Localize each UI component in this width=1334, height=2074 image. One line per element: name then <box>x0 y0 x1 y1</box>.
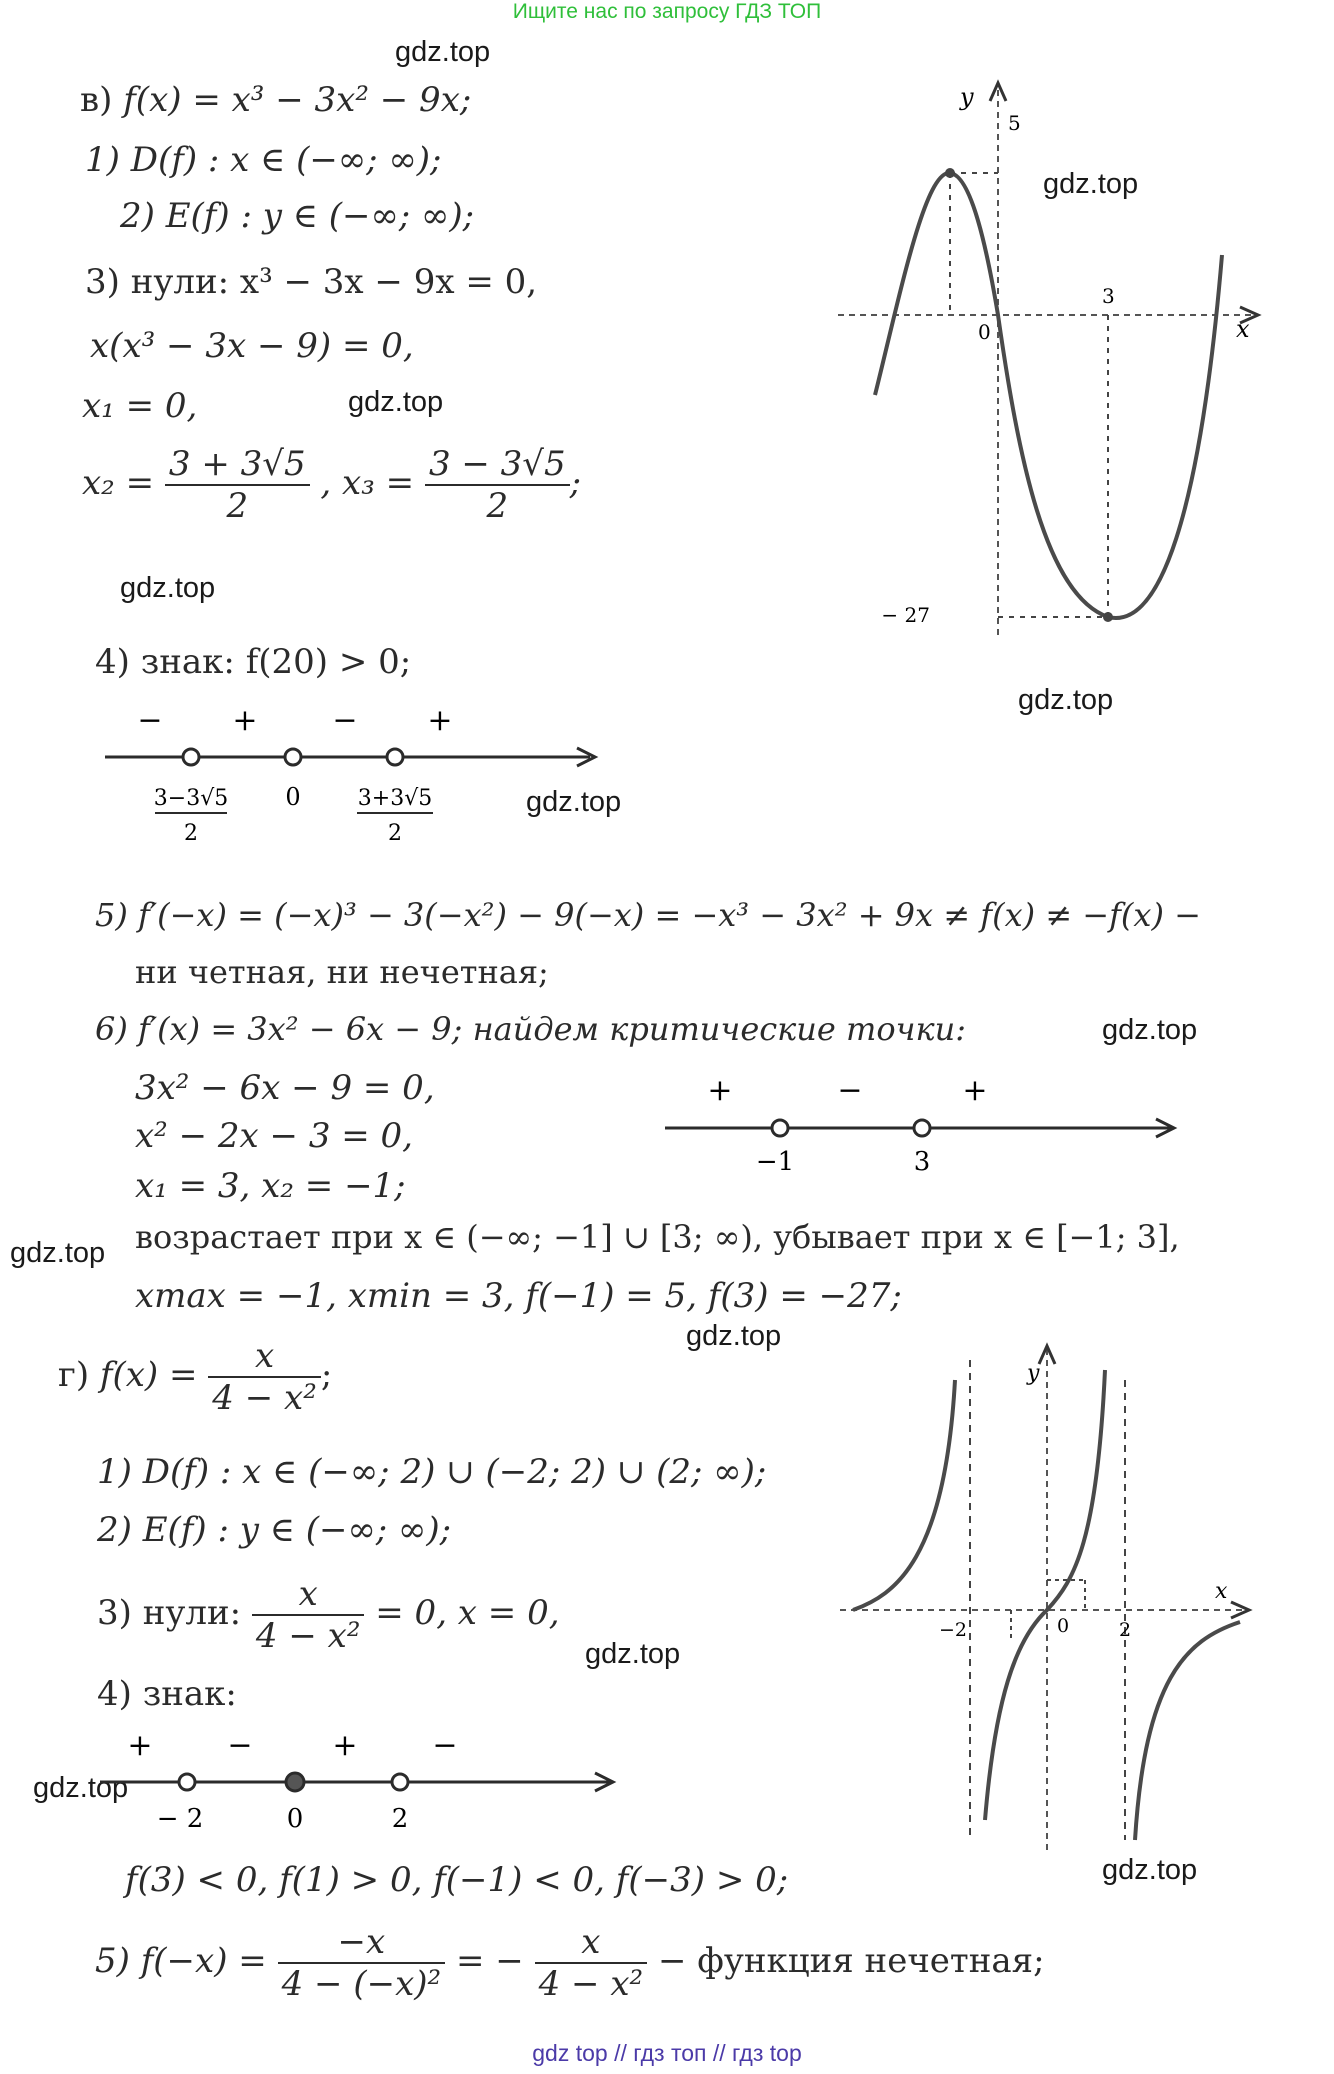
point-label: − 2 <box>156 1804 204 1834</box>
sign-label: + <box>707 1073 733 1108</box>
function-curve <box>1135 1622 1240 1840</box>
sign-number-line <box>95 1725 625 1840</box>
point-label: −1 <box>755 1147 795 1177</box>
axis-label: y <box>960 83 974 111</box>
open-point <box>183 749 199 765</box>
fraction-numerator: x <box>535 1922 648 1964</box>
point-label: 3−3√5 <box>153 786 229 811</box>
fraction-numerator: x <box>208 1336 321 1378</box>
point-label: 3 <box>913 1147 931 1177</box>
sign-label: − <box>837 1073 863 1108</box>
critical-eq-1: 3x² − 6x − 9 = 0, <box>135 1068 435 1108</box>
origin-label: 0 <box>1057 1615 1070 1637</box>
sign-label: + <box>427 703 453 738</box>
sign-heading: 4) знак: f(20) > 0; <box>95 642 412 682</box>
function-curve <box>853 1380 955 1610</box>
open-point <box>392 1774 408 1790</box>
open-point <box>772 1120 788 1136</box>
filled-point <box>286 1773 304 1791</box>
point-label: 3+3√5 <box>357 786 433 811</box>
point-label: 0 <box>286 1804 304 1834</box>
parity-line: 5) f′(−x) = (−x)³ − 3(−x²) − 9(−x) = −x³ − 3x² + 9x ≠ f(x) ≠ −f(x) − <box>95 896 1201 934</box>
function-curve <box>985 1370 1105 1820</box>
watermark: gdz.top <box>348 386 444 418</box>
watermark: gdz.top <box>10 1237 106 1269</box>
sign-label: + <box>232 703 258 738</box>
range-line: 2) E(f) : y ∈ (−∞; ∞); <box>97 1510 452 1550</box>
extrema-line: xmax = −1, xmin = 3, f(−1) = 5, f(3) = −27; <box>135 1276 902 1316</box>
watermark: gdz.top <box>33 1772 129 1804</box>
watermark: gdz.top <box>686 1320 782 1352</box>
sign-label: − <box>432 1728 458 1763</box>
sign-number-line <box>95 700 615 860</box>
open-point <box>914 1120 930 1136</box>
open-point <box>179 1774 195 1790</box>
point-label: 0 <box>285 783 301 811</box>
domain-line: 1) D(f) : x ∈ (−∞; 2) ∪ (−2; 2) ∪ (2; ∞); <box>97 1452 767 1492</box>
fraction-denominator: 2 <box>486 486 509 526</box>
watermark: gdz.top <box>1102 1014 1198 1046</box>
axis-label: y <box>1027 1361 1040 1386</box>
tick-label: −2 <box>938 1619 968 1641</box>
monotonicity-line: возрастает при x ∈ (−∞; −1] ∪ [3; ∞), убывает при x ∈ [−1; 3], <box>135 1218 1180 1256</box>
fraction-denominator: 4 − x² <box>255 1616 361 1656</box>
root-x1: x₁ = 0, <box>82 386 198 426</box>
watermark: gdz.top <box>120 572 216 604</box>
zeros-line: 3) нули: $\frac{x}{\text{4 − x²}}$ = 0, x = 0, <box>97 1574 560 1656</box>
tick-label: − 27 <box>881 603 930 627</box>
watermark: gdz.top <box>585 1638 681 1670</box>
zeros-factor: x(x³ − 3x − 9) = 0, <box>90 326 414 366</box>
derivative-sign-line <box>660 1070 1180 1180</box>
point-label: 2 <box>184 821 198 846</box>
roots-x2-x3: x₂ = $\frac{3 + 3√5}{2}$ , x₃ = $\frac{3 - 3√5}{2}$ ; <box>82 444 582 526</box>
domain-line: 1) D(f) : x ∈ (−∞; ∞); <box>85 140 442 180</box>
tick-label: 5 <box>1008 111 1021 135</box>
watermark: gdz.top <box>1018 684 1114 716</box>
sign-label: − <box>332 703 358 738</box>
sign-label: + <box>332 1728 358 1763</box>
critical-eq-2: x² − 2x − 3 = 0, <box>135 1116 413 1156</box>
fraction-numerator: x <box>252 1574 365 1616</box>
range-line: 2) E(f) : y ∈ (−∞; ∞); <box>120 196 475 236</box>
critical-roots: x₁ = 3, x₂ = −1; <box>135 1166 406 1206</box>
fraction-numerator: 3 + 3√5 <box>165 444 310 486</box>
point-label: 2 <box>388 821 402 846</box>
parity-conclusion: ни четная, ни нечетная; <box>135 953 549 991</box>
origin-label: 0 <box>978 320 991 344</box>
fraction-denominator: 2 <box>226 486 249 526</box>
fraction-denominator: 4 − (−x)² <box>281 1964 442 2004</box>
open-point <box>285 749 301 765</box>
cubic-graph <box>830 75 1270 645</box>
watermark: gdz.top <box>526 786 622 818</box>
axis-label: x <box>1236 315 1250 343</box>
sign-check-line: f(3) < 0, f(1) > 0, f(−1) < 0, f(−3) > 0; <box>125 1860 789 1900</box>
sign-heading: 4) знак: <box>97 1674 237 1714</box>
open-point <box>387 749 403 765</box>
zeros-line: 3) нули: x³ − 3x − 9x = 0, <box>85 262 538 302</box>
tick-label: 3 <box>1102 284 1115 308</box>
sign-label: + <box>962 1073 988 1108</box>
fraction-numerator: −x <box>278 1922 446 1964</box>
tick-label: 2 <box>1118 1619 1132 1641</box>
rational-graph <box>835 1340 1255 1860</box>
top-banner[interactable]: Ищите нас по запросу ГДЗ ТОП <box>512 0 822 23</box>
axis-label: x <box>1215 1579 1228 1604</box>
point-label: 2 <box>391 1804 409 1834</box>
watermark: gdz.top <box>1043 168 1139 200</box>
derivative-line: 6) f′(x) = 3x² − 6x − 9; найдем критические точки: <box>95 1010 967 1048</box>
parity-line: 5) f(−x) = $\frac{-x}{\text{4 − (−x)²}}$ = − $\frac{x}{\text{4 − x²}}$ − функция нечетная; <box>95 1922 1045 2004</box>
fraction-denominator: 4 − x² <box>212 1378 317 1418</box>
fraction-numerator: 3 − 3√5 <box>425 444 570 486</box>
function-curve <box>875 173 1222 618</box>
footer-links[interactable]: gdz top // гдз топ // гдз top <box>532 2040 802 2066</box>
sign-label: + <box>127 1728 153 1763</box>
sign-label: − <box>137 703 163 738</box>
part-label: г) f(x) = $\frac{x}{\text{4 − x²}}$ ; <box>58 1336 333 1418</box>
fraction-denominator: 4 − x² <box>538 1964 644 2004</box>
watermark: gdz.top <box>1102 1854 1198 1886</box>
sign-label: − <box>227 1728 253 1763</box>
part-label: в) f(x) = x³ − 3x² − 9x; <box>80 80 472 120</box>
watermark: gdz.top <box>395 36 491 68</box>
